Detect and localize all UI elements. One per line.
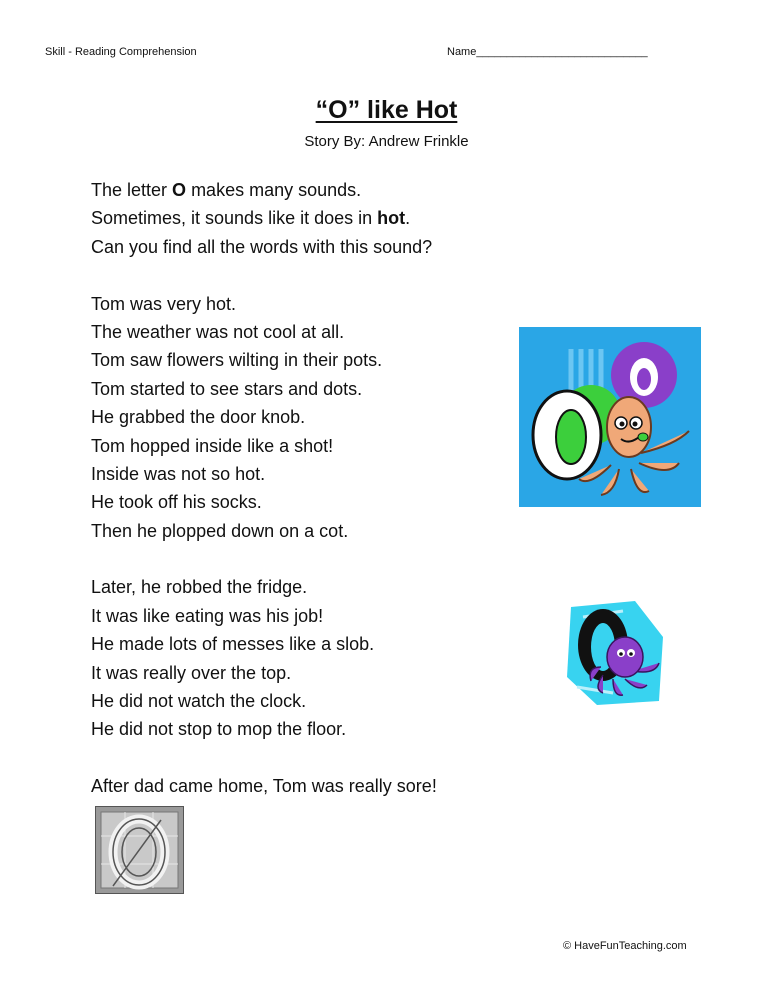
- story-line: Inside was not so hot.: [91, 463, 266, 484]
- name-field-label: Name____________________________: [447, 46, 648, 58]
- intro-line-1-pre: The letter: [91, 180, 173, 200]
- bold-word-hot: hot: [377, 208, 406, 229]
- story-line: It was really over the top.: [91, 662, 292, 683]
- letter-o-octopus-clipart: [519, 327, 701, 507]
- intro-line-2-pre: Sometimes, it sounds like it does in: [91, 208, 378, 229]
- copyright-footer: © HaveFunTeaching.com: [563, 940, 687, 952]
- intro-line-2: [91, 204, 437, 232]
- story-line: Then he plopped down on a cot.: [91, 520, 349, 541]
- story-line: He did not stop to mop the floor.: [91, 719, 347, 740]
- story-line: He did not watch the clock.: [91, 691, 307, 712]
- story-line: Tom hopped inside like a shot!: [91, 435, 334, 456]
- bold-letter-o: O: [172, 180, 187, 200]
- stanza-gap: [91, 545, 437, 573]
- page-title: “O” like Hot: [315, 96, 458, 124]
- story-line: Later, he robbed the fridge.: [91, 577, 308, 598]
- skill-label: Skill - Reading Comprehension: [45, 46, 197, 58]
- story-line: Tom started to see stars and dots.: [91, 378, 363, 399]
- intro-line-3: Can you find all the words with this sound?: [91, 236, 433, 257]
- stanza-gap: [91, 261, 437, 289]
- story-line: He took off his socks.: [91, 492, 262, 513]
- intro-line-1: [91, 176, 437, 204]
- purple-octopus-clipart: [563, 597, 668, 707]
- intro-line-1-post: makes many sounds.: [186, 180, 362, 200]
- story-line: The weather was not cool at all.: [91, 321, 345, 342]
- decorative-letter-o-tile: [95, 806, 184, 894]
- story-line: Tom was very hot.: [91, 293, 237, 314]
- story-line: He made lots of messes like a slob.: [91, 634, 375, 655]
- story-line: Tom saw flowers wilting in their pots.: [91, 350, 383, 371]
- story-line: It was like eating was his job!: [91, 605, 324, 626]
- story-line: He grabbed the door knob.: [91, 407, 306, 428]
- story-ending-line: After dad came home, Tom was really sore!: [91, 776, 437, 797]
- story-text: [91, 176, 437, 801]
- story-author: Story By: Andrew Frinkle: [304, 133, 469, 150]
- intro-line-2-post: .: [405, 208, 411, 229]
- stanza-gap: [91, 744, 437, 772]
